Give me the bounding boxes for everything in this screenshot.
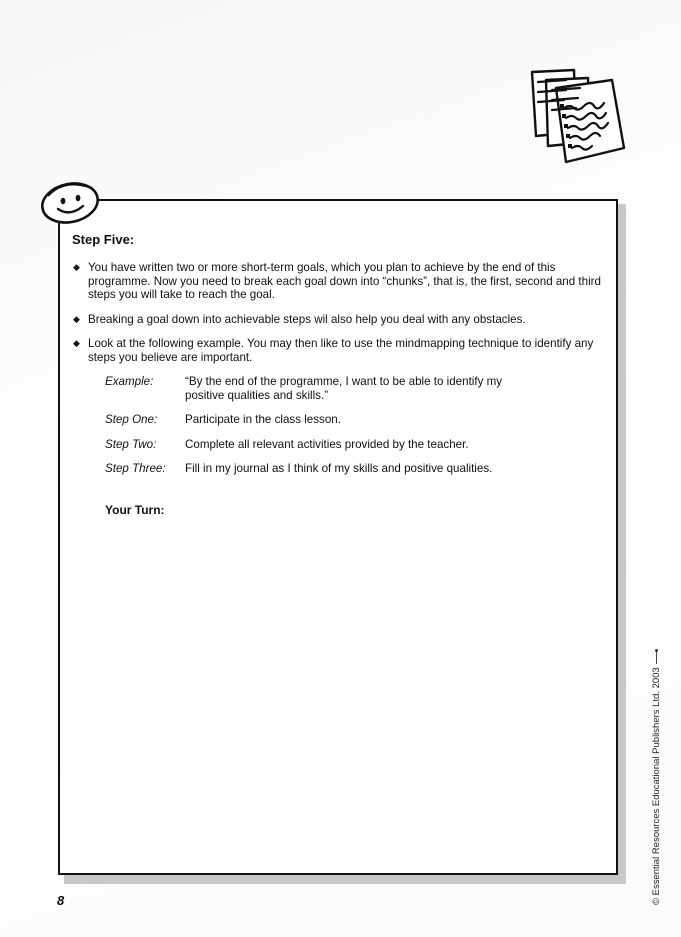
papers-icon — [526, 66, 630, 166]
step-row — [105, 462, 505, 487]
step-row — [105, 413, 505, 438]
bullet-item — [72, 313, 607, 327]
smiley-icon — [38, 180, 104, 228]
bullet-text: You have written two or more short-term goals, which you plan to achieve by the end of this programme. Now you need to break each goal down into “chunks”, that is, the first, second and third steps you will take to reach the goal. — [88, 261, 601, 301]
copyright-dot — [655, 649, 658, 652]
step-five-heading: Step Five: — [72, 232, 135, 247]
step-three-label: Step Three: — [105, 462, 166, 475]
example-table — [105, 375, 505, 487]
step-two-text: Complete all relevant activities provided by the teacher. — [185, 437, 469, 451]
diamond-bullet-icon: ◆ — [73, 262, 80, 272]
step-row — [105, 438, 505, 463]
step-one-text: Participate in the class lesson. — [185, 413, 341, 426]
copyright-notice — [651, 649, 662, 905]
step-three-text: Fill in my journal as I think of my skills and positive qualities. — [185, 462, 493, 475]
example-label: Example: — [105, 375, 154, 388]
copyright-rule — [656, 652, 657, 664]
bullet-text: Breaking a goal down into achievable steps wil also help you deal with any obstacles. — [88, 312, 526, 326]
step-two-label: Step Two: — [105, 437, 157, 451]
bullet-item — [72, 261, 607, 302]
diamond-bullet-icon: ◆ — [73, 313, 80, 324]
bullet-list — [72, 261, 607, 364]
copyright-text: © Essential Resources Educational Publishers Ltd. 2003 — [651, 667, 662, 905]
bullet-item — [72, 337, 607, 364]
step-one-label: Step One: — [105, 413, 158, 426]
example-row — [105, 375, 505, 413]
diamond-bullet-icon: ◆ — [73, 338, 80, 348]
worksheet-content — [72, 232, 607, 517]
example-text: “By the end of the programme, I want to be able to identify my positive qualities and skills.” — [185, 375, 503, 402]
page-number: 8 — [57, 893, 65, 908]
bullet-text: Look at the following example. You may then like to use the mindmapping technique to identify any steps you believe are important. — [88, 337, 594, 364]
your-turn-heading: Your Turn: — [105, 502, 165, 517]
